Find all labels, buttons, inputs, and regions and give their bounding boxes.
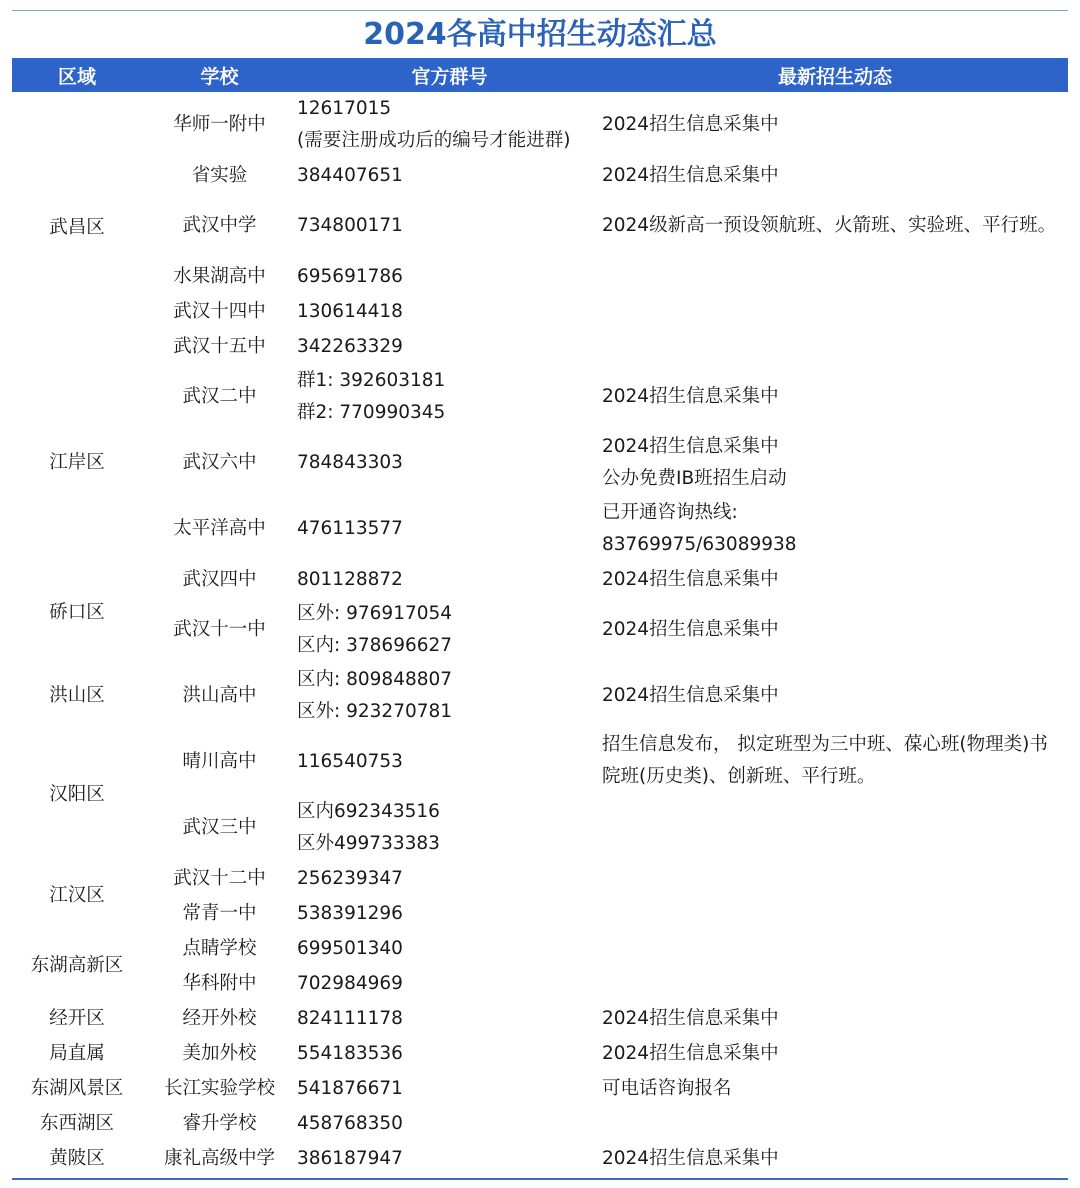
school-cell: 武汉六中	[182, 452, 257, 473]
news-cell	[602, 1106, 1068, 1141]
header-row	[12, 58, 1068, 92]
qq-line: 区外: 923270781	[297, 701, 453, 722]
school-cell: 武汉十四中	[173, 300, 266, 322]
top-rule	[12, 10, 1068, 11]
table-row	[12, 931, 1068, 966]
qq-cell	[297, 663, 602, 729]
table-row	[12, 1106, 1068, 1141]
school-cell: 美加外校	[182, 1042, 257, 1064]
news-line: 2024招生信息采集中	[602, 436, 779, 457]
news-cell	[602, 729, 1068, 795]
news-cell	[602, 795, 1068, 861]
qq-line: 区外: 976917054	[297, 603, 453, 624]
news-cell: 2024招生信息采集中	[602, 386, 779, 407]
school-cell: 睿升学校	[182, 1112, 257, 1134]
news-cell	[602, 259, 1068, 294]
table-row	[12, 158, 1068, 193]
table-row	[12, 562, 1068, 597]
qq-cell	[297, 597, 602, 663]
table-body	[12, 92, 1068, 1176]
table-row	[12, 663, 1068, 729]
school-cell: 长江实验学校	[163, 1077, 275, 1099]
qq-cell: 801128872	[297, 568, 403, 590]
page-title: 2024各高中招生动态汇总	[363, 17, 717, 52]
district-cell: 汉阳区	[49, 784, 105, 805]
school-cell: 武汉十二中	[173, 867, 266, 889]
table-row	[12, 294, 1068, 329]
news-cell: 2024招生信息采集中	[602, 164, 779, 186]
qq-cell: 541876671	[297, 1077, 403, 1099]
header-latest-news: 最新招生动态	[602, 58, 1068, 92]
qq-cell: 256239347	[297, 867, 403, 889]
qq-cell: 386187947	[297, 1147, 403, 1169]
district-cell: 洪山区	[49, 685, 105, 706]
news-line: 招生信息发布， 拟定班型为三中班、葆心班(物理类)书	[602, 734, 1048, 755]
news-cell	[602, 966, 1068, 1001]
bottom-rule	[12, 1178, 1068, 1180]
table-row	[12, 861, 1068, 896]
news-cell: 2024招生信息采集中	[602, 568, 779, 590]
school-cell: 华师一附中	[173, 114, 266, 135]
school-cell: 武汉二中	[182, 386, 257, 407]
qq-line: 区内: 809848807	[297, 669, 453, 690]
school-cell: 武汉中学	[182, 215, 257, 236]
qq-cell: 116540753	[297, 751, 403, 772]
school-cell: 常青一中	[182, 902, 257, 924]
district-cell: 硚口区	[49, 601, 105, 623]
school-cell: 华科附中	[182, 972, 257, 994]
news-cell: 2024招生信息采集中	[602, 1007, 779, 1029]
qq-line: 群1: 392603181	[297, 370, 446, 391]
qq-cell: 824111178	[297, 1007, 403, 1029]
news-cell	[602, 294, 1068, 329]
news-cell	[602, 931, 1068, 966]
qq-cell: 130614418	[297, 300, 403, 322]
school-cell: 武汉十五中	[173, 335, 266, 357]
table-row	[12, 1036, 1068, 1071]
school-cell: 晴川高中	[182, 751, 257, 772]
news-cell	[602, 329, 1068, 364]
school-cell: 武汉四中	[182, 568, 257, 590]
district-cell: 东湖风景区	[30, 1077, 124, 1099]
district-cell: 江汉区	[49, 885, 105, 906]
news-cell: 可电话咨询报名	[602, 1077, 732, 1099]
table-row	[12, 364, 1068, 430]
qq-line: 群2: 770990345	[297, 402, 446, 423]
school-cell: 水果湖高中	[173, 265, 266, 287]
table-row	[12, 193, 1068, 259]
district-cell: 黄陂区	[49, 1147, 105, 1169]
school-cell: 点睛学校	[182, 937, 257, 959]
district-cell: 东湖高新区	[30, 955, 124, 976]
qq-line: 区内: 378696627	[297, 635, 453, 656]
qq-cell: 702984969	[297, 972, 403, 994]
news-cell: 2024招生信息采集中	[602, 685, 779, 706]
qq-line: 区内692343516	[297, 801, 440, 822]
school-cell: 经开外校	[182, 1007, 257, 1029]
qq-cell	[297, 795, 602, 861]
school-cell: 武汉十一中	[173, 619, 266, 640]
table-row	[12, 795, 1068, 861]
qq-cell: 734800171	[297, 215, 403, 236]
school-cell: 省实验	[191, 164, 248, 186]
header-school: 学校	[142, 58, 297, 92]
news-line: 公办免费IB班招生启动	[602, 468, 787, 489]
school-cell: 康礼高级中学	[163, 1147, 275, 1169]
news-cell	[602, 430, 1068, 496]
qq-cell: 695691786	[297, 265, 403, 287]
qq-cell	[297, 92, 602, 158]
news-cell: 2024招生信息采集中	[602, 1147, 779, 1169]
table-row	[12, 1071, 1068, 1106]
news-line: 已开通咨询热线:	[602, 502, 738, 523]
news-cell	[602, 896, 1068, 931]
news-line: 2024招生信息采集中	[602, 114, 779, 135]
district-cell: 局直属	[49, 1042, 105, 1064]
table-row	[12, 259, 1068, 294]
table-row	[12, 92, 1068, 158]
table-row	[12, 1001, 1068, 1036]
district-cell: 经开区	[49, 1007, 105, 1029]
school-cell: 武汉三中	[182, 817, 257, 838]
qq-cell: 554183536	[297, 1042, 403, 1064]
qq-cell: 699501340	[297, 937, 403, 959]
district-cell: 江岸区	[49, 452, 105, 473]
table-row	[12, 496, 1068, 562]
qq-cell: 384407651	[297, 164, 403, 186]
news-cell: 2024招生信息采集中	[602, 1042, 779, 1064]
table-row	[12, 966, 1068, 1001]
district-cell: 武昌区	[49, 217, 105, 238]
header-district: 区域	[12, 58, 142, 92]
table-row	[12, 430, 1068, 496]
table-row	[12, 329, 1068, 364]
admissions-table	[12, 58, 1068, 1176]
table-row	[12, 597, 1068, 663]
qq-cell	[297, 364, 602, 430]
table-row	[12, 896, 1068, 931]
table-row	[12, 729, 1068, 795]
qq-line: 区外499733383	[297, 833, 440, 854]
school-cell: 洪山高中	[182, 685, 257, 706]
qq-cell: 538391296	[297, 902, 403, 924]
hotline-numbers: 83769975/63089938	[602, 534, 797, 555]
district-cell: 东西湖区	[39, 1112, 114, 1134]
qq-cell: 476113577	[297, 518, 403, 539]
qq-cell: 458768350	[297, 1112, 403, 1134]
qq-cell: 342263329	[297, 335, 403, 357]
table-row	[12, 1141, 1068, 1176]
news-cell: 2024级新高一预设领航班、火箭班、实验班、平行班。	[602, 215, 1057, 236]
header-qq-group: 官方群号	[297, 58, 602, 92]
qq-note: (需要注册成功后的编号才能进群)	[297, 130, 571, 151]
news-cell	[602, 861, 1068, 896]
news-cell	[602, 92, 1068, 158]
news-cell: 2024招生信息采集中	[602, 619, 779, 640]
news-cell	[602, 496, 1068, 562]
news-line: 院班(历史类)、创新班、平行班。	[602, 766, 876, 787]
qq-line: 12617015	[297, 98, 392, 119]
qq-cell: 784843303	[297, 452, 403, 473]
school-cell: 太平洋高中	[173, 518, 266, 539]
